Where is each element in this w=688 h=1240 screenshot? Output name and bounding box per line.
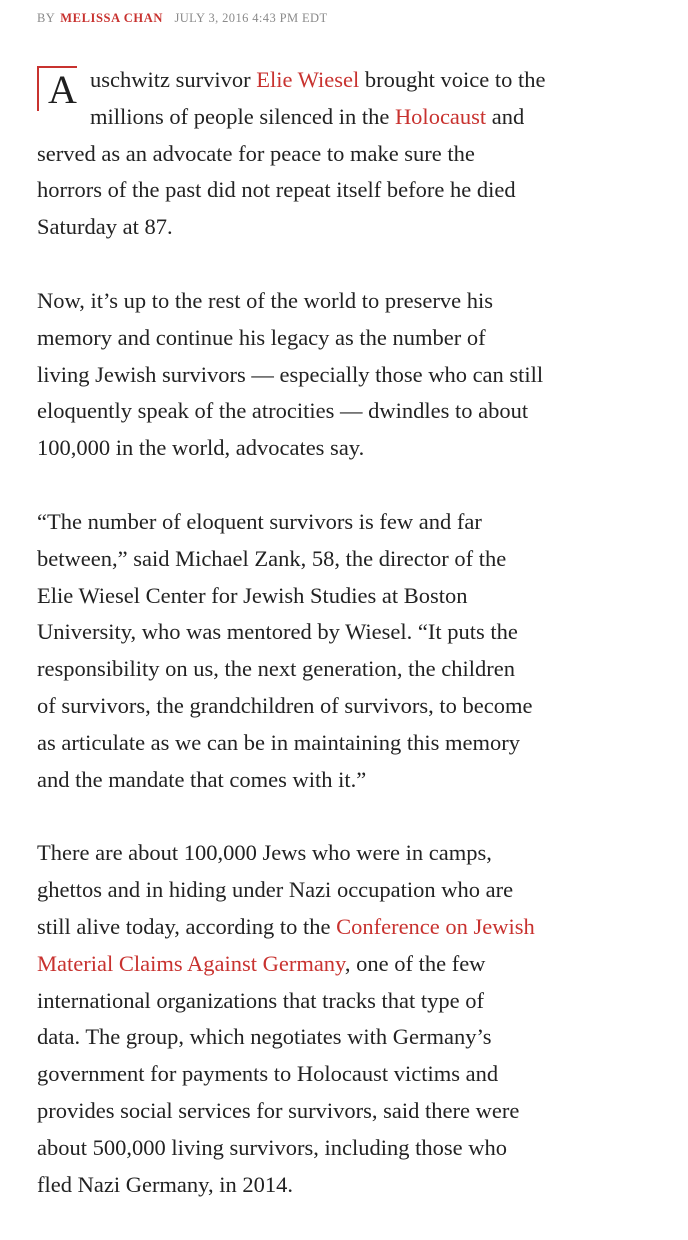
paragraph-line: “The number of eloquent survivors is few and far: [37, 508, 482, 534]
claims-conference-link[interactable]: Conference on Jewish: [336, 913, 535, 939]
paragraph-line: and the mandate that comes with it.”: [37, 766, 367, 792]
paragraph-line: government for payments to Holocaust victims and: [37, 1061, 499, 1087]
paragraph-line: living Jewish survivors — especially those who can still: [37, 361, 544, 387]
paragraph-line: as articulate as we can be in maintaining this memory: [37, 729, 520, 755]
holocaust-link[interactable]: Holocaust: [394, 103, 487, 129]
elie-wiesel-link[interactable]: Elie Wiesel: [256, 67, 360, 92]
paragraph-line: eloquently speak of the atrocities — dwindles to about: [37, 398, 529, 424]
text-span: , one of the few: [344, 950, 486, 976]
text-span: uschwitz survivor: [90, 67, 257, 92]
paragraph-line: There are about 100,000 Jews who were in camps,: [37, 840, 492, 866]
text-span: and: [486, 103, 525, 129]
publish-date: JULY 3, 2016 4:43 PM EDT: [174, 11, 328, 25]
paragraph-line: horrors of the past did not repeat itself before he died: [37, 177, 516, 203]
paragraph-4: [37, 835, 637, 1203]
text-span: still alive today, according to the: [37, 913, 337, 939]
paragraph-line: data. The group, which negotiates with Germany’s: [37, 1024, 492, 1050]
paragraph-2: [37, 283, 637, 467]
claims-conference-link[interactable]: Material Claims Against Germany: [37, 950, 345, 976]
byline-prefix: BY: [37, 11, 55, 25]
author-link[interactable]: MELISSA CHAN: [60, 11, 163, 25]
paragraph-line: about 500,000 living survivors, including those who: [37, 1134, 507, 1160]
byline: [37, 11, 328, 26]
paragraph-line: international organizations that tracks that type of: [37, 987, 484, 1013]
paragraph-3: [37, 504, 637, 798]
paragraph-1: [37, 62, 637, 246]
paragraph-line: ghettos and in hiding under Nazi occupation who are: [37, 877, 514, 903]
paragraph-line: served as an advocate for peace to make sure the: [37, 140, 475, 166]
paragraph-line: [37, 62, 637, 112]
paragraph-line: [37, 909, 637, 946]
paragraph-line: between,” said Michael Zank, 58, the director of the: [37, 545, 507, 571]
text-span: brought voice to the: [359, 67, 546, 92]
paragraph-line: Saturday at 87.: [37, 214, 173, 240]
paragraph-line: responsibility on us, the next generation, the children: [37, 656, 516, 682]
paragraph-line: Elie Wiesel Center for Jewish Studies at Boston: [37, 582, 468, 608]
paragraph-line: [37, 946, 637, 983]
text-span: millions of people silenced in the: [90, 103, 395, 129]
paragraph-line: of survivors, the grandchildren of survivors, to become: [37, 692, 533, 718]
paragraph-line: 100,000 in the world, advocates say.: [37, 435, 365, 461]
paragraph-line: Now, it’s up to the rest of the world to preserve his: [37, 287, 493, 313]
article-body: [37, 62, 637, 1240]
paragraph-line: provides social services for survivors, said there were: [37, 1097, 520, 1123]
paragraph-line: University, who was mentored by Wiesel. “It puts the: [37, 619, 518, 645]
dropcap-letter: A: [48, 67, 77, 112]
paragraph-line: fled Nazi Germany, in 2014.: [37, 1171, 293, 1197]
paragraph-line: memory and continue his legacy as the number of: [37, 324, 486, 350]
paragraph-line: [37, 99, 637, 136]
dropcap-frame: [37, 66, 77, 111]
